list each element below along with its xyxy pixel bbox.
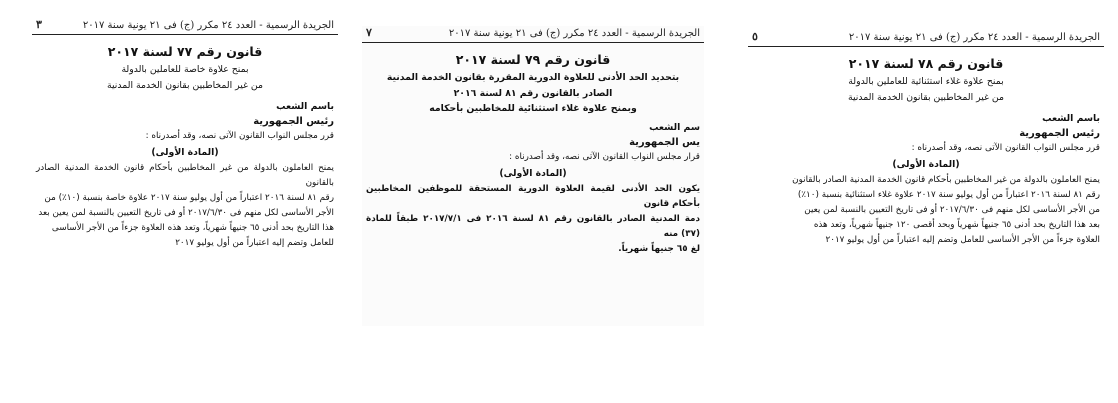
parliament-statement: قرر مجلس النواب القانون الآتى نصه، وقد أصدرناه : bbox=[911, 143, 1100, 153]
gazette-page-law-77 bbox=[32, 18, 338, 280]
body-line: الأجر الأساسى لكل منهم فى ٢٠١٧/٦/٣٠ أو فى تاريخ التعيين بالنسبة لمن يعين بعد bbox=[38, 208, 334, 218]
law-subtitle-line: من غير المخاطبين بقانون الخدمة المدنية bbox=[107, 79, 263, 91]
in-the-name-heading: سم الشعب bbox=[649, 121, 700, 133]
body-line: للعامل وتضم إليه اعتباراً من أول يوليو ٢٠١٧ bbox=[175, 238, 334, 248]
body-line: يمنح العاملون بالدولة من غير المخاطبين بأحكام قانون الخدمة المدنية الصادر بالقانون bbox=[792, 175, 1100, 185]
article-heading: (المادة الأولى) bbox=[892, 159, 960, 170]
law-subtitle-line: الصادر بالقانون رقم ٨١ لسنة ٢٠١٦ bbox=[453, 87, 613, 99]
body-line: دمة المدنية الصادر بالقانون رقم ٨١ لسنة ٢٠١٦ فى ٢٠١٧/٧/١ طبقاً للمادة (٣٧) منه bbox=[366, 213, 700, 239]
gazette-page-law-78 bbox=[748, 30, 1104, 335]
body-line: رقم ٨١ لسنة ٢٠١٦ اعتباراً من أول يوليو سنة ٢٠١٧ علاوة خاصة بنسبة (١٠٪) من bbox=[44, 193, 334, 203]
body-line: بعد هذا التاريخ بحد أدنى ٦٥ جنيهاً شهرياً وبحد أقصى ١٢٠ جنيهاً شهرياً، وتعد هذه bbox=[813, 220, 1100, 230]
parliament-statement: قرر مجلس النواب القانون الآتى نصه، وقد أصدرناه : bbox=[145, 131, 334, 141]
body-line: من الأجر الأساسى لكل منهم فى ٢٠١٧/٦/٣٠ أو فى تاريخ التعيين بالنسبة لمن يعين bbox=[804, 205, 1100, 215]
page-number: ٣ bbox=[36, 18, 42, 31]
law-subtitle-line: من غير المخاطبين بقانون الخدمة المدنية bbox=[848, 91, 1004, 103]
body-line: يمنح العاملون بالدولة من غير المخاطبين بأحكام قانون الخدمة المدنية الصادر بالقانون bbox=[36, 163, 334, 188]
page-header bbox=[362, 26, 704, 43]
article-heading: (المادة الأولى) bbox=[499, 167, 567, 179]
president-heading: رئيس الجمهورية bbox=[1019, 128, 1100, 139]
law-title: قانون رقم ٧٨ لسنة ٢٠١٧ bbox=[848, 56, 1004, 71]
in-the-name-heading: باسم الشعب bbox=[276, 101, 334, 112]
header-title: الجريدة الرسمية - العدد ٢٤ مكرر (ج) فى ٢١ يونية سنة ٢٠١٧ bbox=[448, 28, 700, 39]
gazette-page-law-79 bbox=[362, 26, 704, 326]
header-title: الجريدة الرسمية - العدد ٢٤ مكرر (ج) فى ٢١ يونية سنة ٢٠١٧ bbox=[82, 20, 334, 31]
body-line: لغ ٦٥ جنيهاً شهرياً. bbox=[618, 243, 700, 254]
page-number: ٧ bbox=[366, 26, 372, 39]
page-number: ٥ bbox=[752, 30, 758, 43]
article-heading: (المادة الأولى) bbox=[151, 147, 219, 158]
page-header bbox=[32, 18, 338, 35]
in-the-name-heading: باسم الشعب bbox=[1042, 113, 1100, 124]
law-subtitle-line: بمنح علاوة خاصة للعاملين بالدولة bbox=[121, 64, 249, 75]
president-heading: رئيس الجمهورية bbox=[253, 116, 334, 127]
body-line: العلاوة جزءاً من الأجر الأساسى للعامل وتضم إليه اعتباراً من أول يوليو ٢٠١٧ bbox=[825, 235, 1100, 245]
law-subtitle-line: وبمنح علاوة غلاء استثنائية للمخاطبين بأحكامه bbox=[429, 103, 637, 114]
law-subtitle-line: بمنح علاوة غلاء استثنائية للعاملين بالدولة bbox=[848, 76, 1004, 87]
law-title: قانون رقم ٧٩ لسنة ٢٠١٧ bbox=[455, 52, 611, 67]
body-line: رقم ٨١ لسنة ٢٠١٦ اعتباراً من أول يوليو سنة ٢٠١٧ علاوة غلاء استثنائية بنسبة (١٠٪) bbox=[797, 190, 1100, 200]
law-title: قانون رقم ٧٧ لسنة ٢٠١٧ bbox=[107, 44, 263, 59]
parliament-statement: قرار مجلس النواب القانون الآتى نصه، وقد أصدرناه : bbox=[509, 151, 700, 162]
header-title: الجريدة الرسمية - العدد ٢٤ مكرر (ج) فى ٢١ يونية سنة ٢٠١٧ bbox=[848, 32, 1100, 43]
body-line: هذا التاريخ بحد أدنى ٦٥ جنيهاً شهرياً، وتعد هذه العلاوة جزءاً من الأجر الأساسى bbox=[51, 223, 334, 233]
page-header bbox=[748, 30, 1104, 47]
body-line: يكون الحد الأدنى لقيمة العلاوة الدورية المستحقة للموظفين المخاطبين بأحكام قانون bbox=[366, 183, 700, 209]
president-heading: يس الجمهورية bbox=[629, 136, 700, 148]
law-subtitle-line: بتحديد الحد الأدنى للعلاوة الدورية المقررة بقانون الخدمة المدنية bbox=[386, 72, 680, 83]
